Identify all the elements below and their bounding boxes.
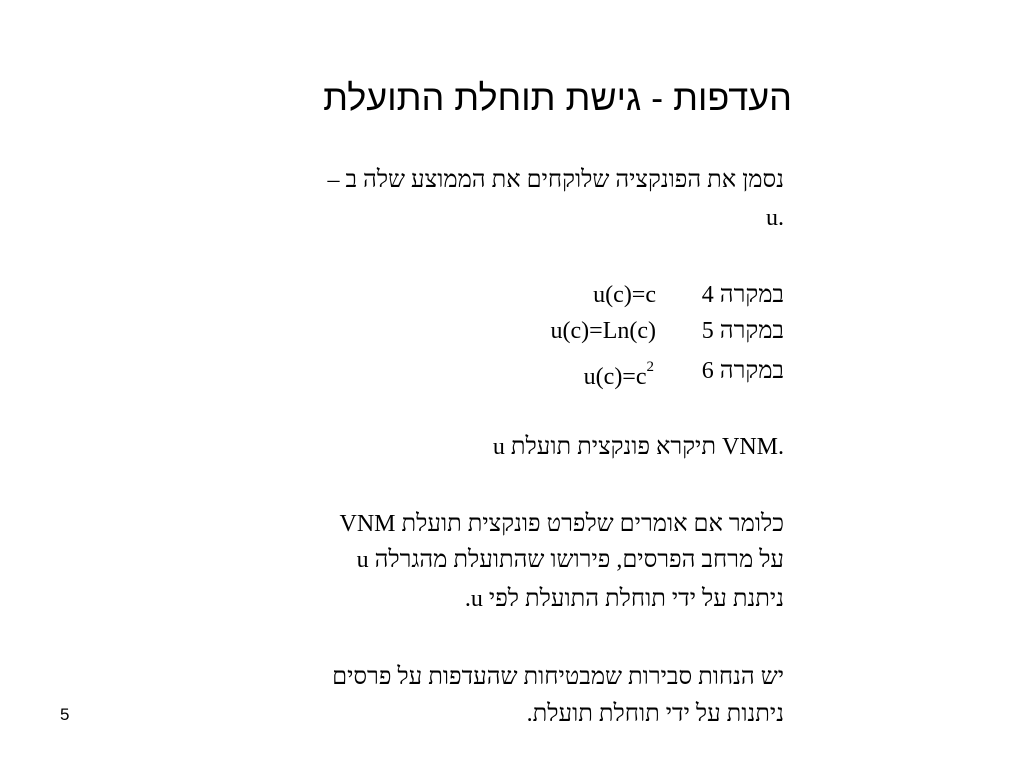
intro-line-1: נסמן את הפונקציה שלוקחים את הממוצע שלה ב – [327,167,784,193]
formula-exponent: 2 [646,359,654,375]
paragraph2-line-2: ניתנות על ידי תוחלת תועלת. [526,701,784,727]
case-formula-4 [593,280,656,310]
case-formula-6 [584,356,654,392]
case-label-4: במקרה 4 [701,282,784,308]
page-number: 5 [60,705,70,724]
paragraph1-line-3: ניתנת על ידי תוחלת התועלת לפי u. [464,586,784,612]
formula-text: u(c)=c [583,364,647,390]
formula-text: u(c)=Ln(c) [550,318,656,344]
vnm-definition: u תיקרא פונקצית תועלת VNM. [492,434,784,460]
case-formula-5 [551,316,656,346]
paragraph1-line-2: u על מרחב הפרסים, פירושו שהתועלת מהגרלה [356,547,784,573]
formula-text: u(c)=c [593,282,656,308]
paragraph1-line-1: כלומר אם אומרים שלפרט פונקצית תועלת VNM [339,511,784,537]
slide-title: העדפות - גישת תוחלת התועלת [323,77,792,118]
intro-line-2: u. [766,205,784,231]
case-label-6: במקרה 6 [701,358,784,384]
paragraph2-line-1: יש הנחות סבירות שמבטיחות שהעדפות על פרסים [332,664,784,690]
case-label-5: במקרה 5 [701,318,784,344]
